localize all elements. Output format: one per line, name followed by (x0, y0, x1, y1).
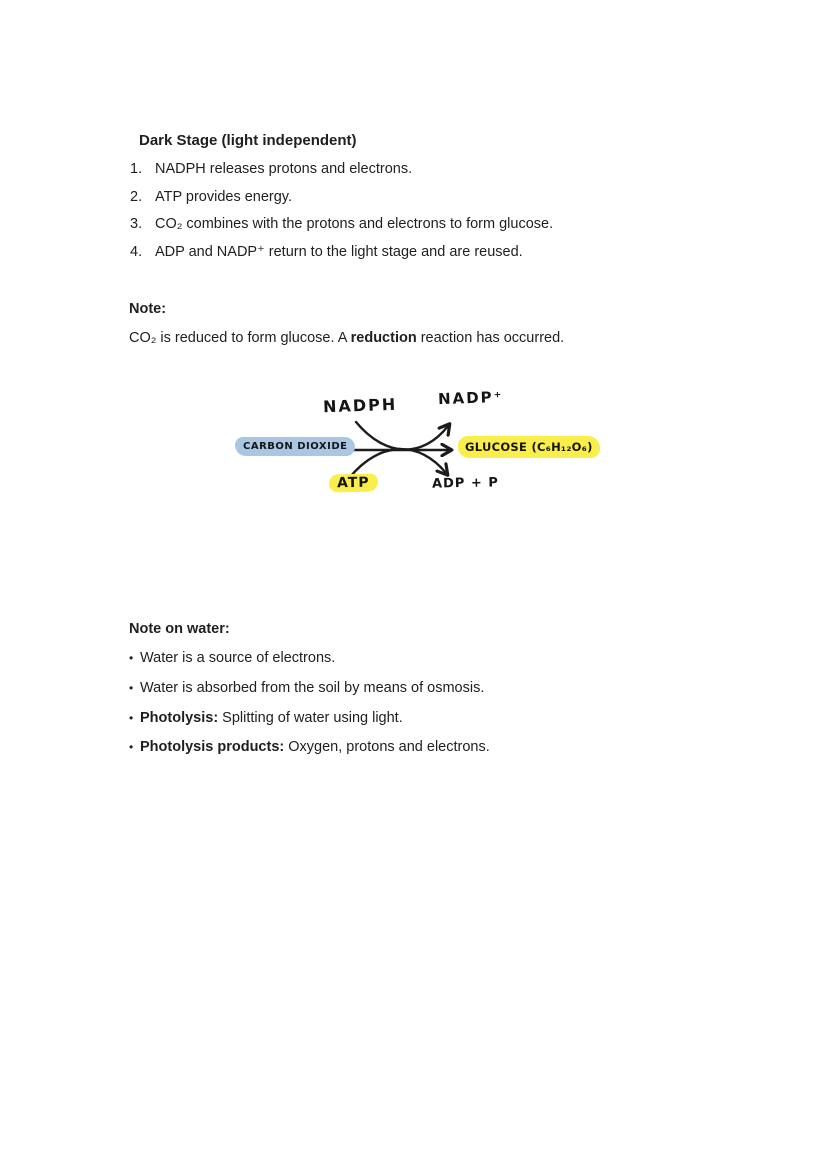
list-item-text: NADPH releases protons and electrons. (155, 161, 413, 177)
note-text-pre: CO₂ is reduced to form glucose. A (129, 330, 351, 346)
bullet-item-text: Oxygen, protons and electrons. (284, 739, 490, 756)
nadph-to-nadp-arrow (356, 422, 448, 450)
list-item-number: 2. (130, 188, 143, 205)
bullet-marker: • (129, 680, 134, 695)
nadp-plus-label: NADP⁺ (437, 387, 504, 409)
list-item (130, 184, 553, 212)
bullet-item-bold: Photolysis products: (140, 739, 285, 756)
list-item-number: 3. (130, 216, 143, 232)
bullet-marker: • (129, 710, 134, 725)
carbon-dioxide-label: CARBON DIOXIDE (235, 437, 355, 456)
list-item-text: ADP and NADP⁺ return to the light stage and are reused. (155, 243, 523, 260)
list-item-number: 1. (130, 161, 143, 177)
list-item (130, 156, 553, 184)
section-heading: Dark Stage (light independent) (139, 132, 357, 149)
note-text (129, 330, 564, 346)
bullet-item-text: Water is a source of electrons. (140, 650, 336, 666)
bullet-marker: • (129, 740, 134, 755)
water-note-heading: Note on water: (129, 621, 230, 637)
bullet-item (129, 644, 490, 674)
note-text-bold: reduction (350, 330, 417, 346)
note-text-post: reaction has occurred. (416, 330, 565, 346)
glucose-label: GLUCOSE (C₆H₁₂O₆) (458, 436, 600, 458)
reaction-diagram (230, 385, 602, 510)
list-item (130, 239, 553, 267)
atp-label: ATP (329, 474, 378, 493)
bullet-item-text: Splitting of water using light. (218, 709, 403, 726)
list-item-number: 4. (130, 243, 143, 260)
list-item-text: ATP provides energy. (155, 188, 293, 205)
list-item-text: CO₂ combines with the protons and electrons to form glucose. (155, 216, 554, 232)
nadph-label: NADPH (322, 394, 398, 417)
bullet-item (129, 704, 490, 734)
list-item (130, 211, 553, 239)
water-note-list (129, 644, 490, 763)
bullet-item-text: Water is absorbed from the soil by means of osmosis. (140, 679, 485, 696)
adp-p-label: ADP + P (431, 475, 499, 492)
bullet-item (129, 674, 490, 704)
bullet-marker: • (129, 651, 134, 665)
dark-stage-list (130, 156, 553, 266)
bullet-item (129, 733, 490, 763)
bullet-item-bold: Photolysis: (140, 709, 219, 726)
note-heading: Note: (129, 301, 167, 317)
